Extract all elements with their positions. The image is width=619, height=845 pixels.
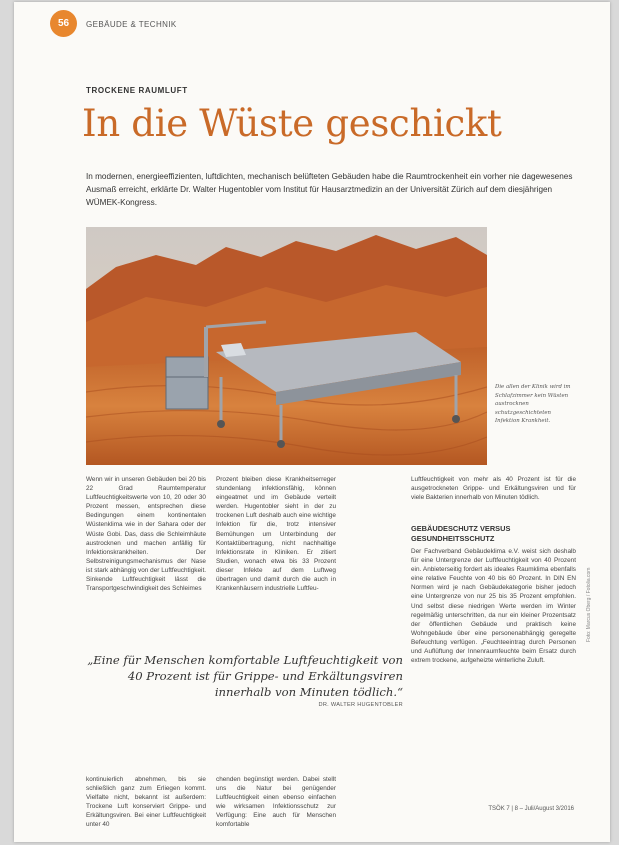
article-title: In die Wüste geschickt bbox=[82, 102, 502, 145]
body-column-1-bottom: kontinuierlich abnehmen, bis sie schließlich ganz zum Erliegen kommt. Vielfalte nicht, bekannt ist außerdem: Trockene Luft konserviert Grippe- und Erkältungsviren. Bei einer Luftfeuchtigkeit unter 40 bbox=[86, 776, 206, 829]
article-kicker: TROCKENE RAUMLUFT bbox=[86, 86, 188, 95]
pull-quote-author: DR. WALTER HUGENTOBLER bbox=[318, 702, 403, 708]
section-label: GEBÄUDE & TECHNIK bbox=[86, 20, 177, 29]
page-number-badge: 56 bbox=[50, 10, 77, 37]
magazine-page bbox=[14, 2, 610, 842]
body-column-2-bottom: chenden begünstigt werden. Dabei stellt uns die Natur bei genügender Luftfeuchtigkeit einen ebenso einfachen wie wirksamen Infektionsschutz zur Verfügung: Eine auch für Menschen komfortable bbox=[216, 776, 336, 829]
body-column-3: Luftfeuchtigkeit von mehr als 40 Prozent ist für die ausgetrockneten Grippe- und Erkältungsviren und für viele Bakterien innerhalb von Minuten tödlich. bbox=[411, 476, 576, 502]
photo-credit: Foto: Marcus Oberg / Fotolia.com bbox=[586, 567, 592, 642]
section-subhead: GEBÄUDESCHUTZ VERSUS GESUNDHEITSSCHUTZ bbox=[411, 524, 511, 543]
article-lead: In modernen, energieeffizienten, luftdichten, mechanisch belüfteten Gebäuden habe die Raumtrockenheit ein vorher nie dagewesenes Ausmaß erreicht, erklärte Dr. Walter Hugentobler vom Institut für Hausarztmedizin an der Universität Zürich auf dem diesjährigen WÜMEK-Kongress. bbox=[86, 172, 573, 207]
body-column-2: Prozent bleiben diese Krankheitserreger stundenlang infektionsfähig, können eingeatmet und im Gebäude verteilt werden. Hugentobler sieht in der zu trockenen Luft deshalb auch eine wichtige Infektion für die, trotz intensiver Bemühungen um Unterbindung der Kontaktübertragung, nicht nachhaltige Infektionsrate in Kliniken. Er zitiert Studien, wonach etwa bis 33 Prozent dieser Infekte auf dem Luftweg übertragen und damit durch die auch in Krankenhäusern industrielle Luftfeu- bbox=[216, 476, 336, 593]
image-caption: Die allen der Klinik wird im Schlafzimmer kein Wüsten austrocknen schutzgeschichteten Infektion Krankheit. bbox=[495, 384, 571, 425]
body-column-3-continued: Der Fachverband Gebäudeklima e.V. weist sich deshalb für eine Untergrenze der Luftfeuchtigkeit von 40 Prozent ein. Anbieterseitig fordert als ideales Raumklima ebenfalls eine relative Feuchte von 40 bis 60 Prozent. In DIN EN Normen wird je nach Gebäudekategorie bisher jedoch eine Untergrenze von nur 25 bis 35 Prozent empfohlen. Und selbst diese niedrigen Werte werden im Winter regelmäßig unterschritten, da nur ein kleiner Prozentsatz der öffentlichen Gebäude und praktisch keine Wohngebäude über eine personenabhängig geregelte Befeuchtung verfügen. „Feuchteeintrag durch Personen und Auflüftung der Innenraumfeuchte beim Ersatz durch extrem trockene, aufgeheizte winterliche Zuluft. bbox=[411, 548, 576, 665]
desert-hospital-bed-photo bbox=[86, 227, 487, 465]
body-column-1: Wenn wir in unseren Gebäuden bei 20 bis 22 Grad Raumtemperatur Luftfeuchtigkeitswerte von 10, 20 oder 30 Prozent messen, entsprechen diese Bedingungen einem kontinentalen Wüstenklima wie in der Sahara oder der Wüste Gobi. Das, dass die Schleimhäute austrocknen und machen anfällig für Infektionskrankheiten. Der Selbstreinigungsmechanismus der Nase ist stark abhängig von der Luftfeuchtigkeit. Sinkende Luftfeuchtigkeit lässt die Transportgeschwindigkeit des Schleimes bbox=[86, 476, 206, 593]
pull-quote: „Eine für Menschen komfortable Luftfeuchtigkeit von 40 Prozent ist für Grippe- und Erkältungsviren innerhalb von Minuten tödlich.“ bbox=[87, 653, 403, 699]
page-footer: TSÖK 7 | 8 – Juli/August 3/2016 bbox=[488, 806, 574, 812]
